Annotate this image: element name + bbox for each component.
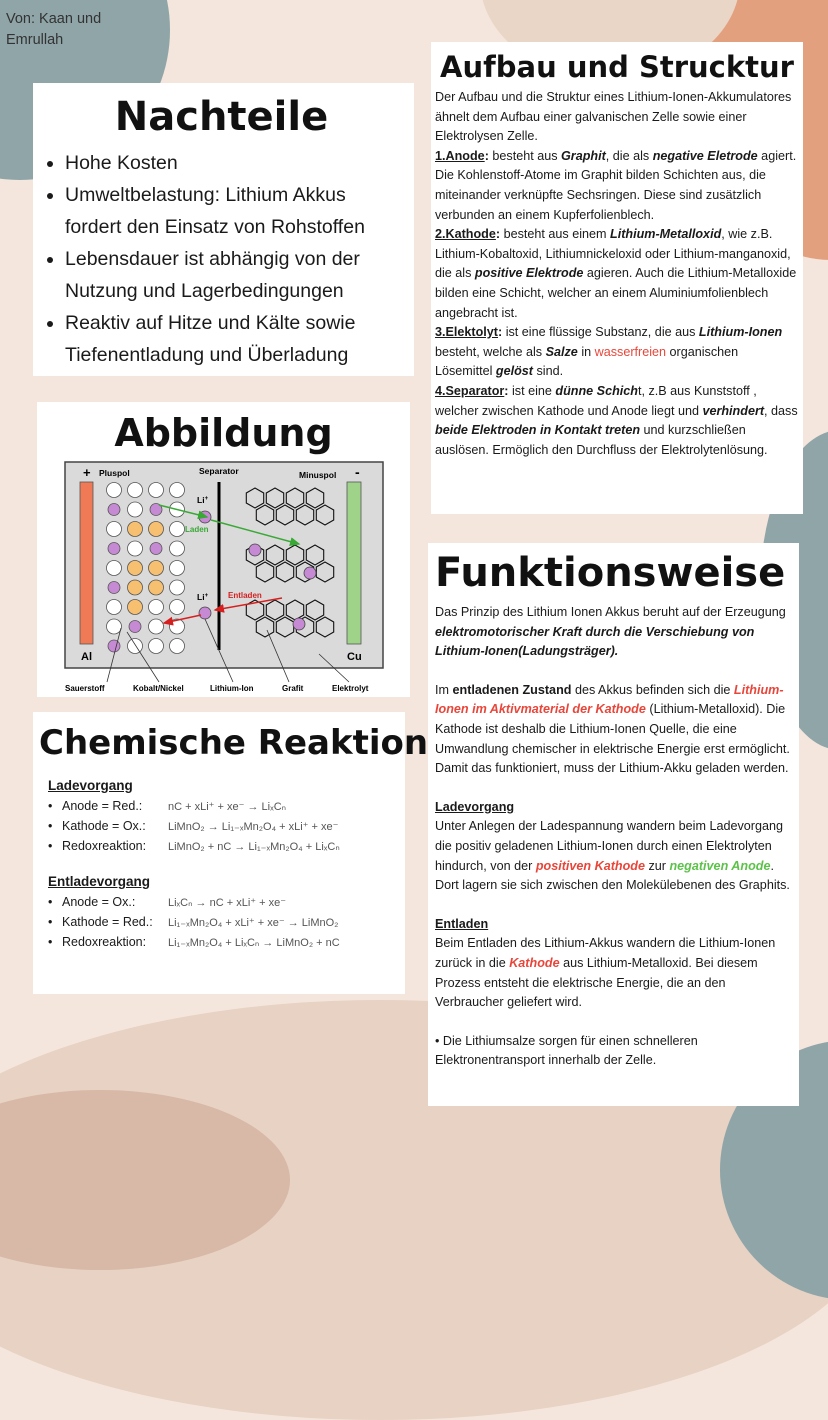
lithium-ion	[199, 607, 211, 619]
cathode-atom	[108, 543, 120, 555]
elektrolyt-label: 3.Elektolyt	[435, 325, 498, 340]
highlight-green: negativen Anode	[669, 858, 771, 873]
intercalated-lithium-ion	[249, 544, 261, 556]
intercalated-lithium-ion	[293, 618, 305, 630]
separator-label: Separator	[199, 466, 239, 476]
text-span: sind.	[533, 364, 564, 379]
equation-row: • Anode = Red.: nC + xLi⁺ + xe⁻ → LiₓCₙ	[48, 799, 287, 813]
cathode-atom	[170, 483, 185, 498]
li-label: Li	[197, 592, 205, 602]
al-label: Al	[81, 651, 92, 663]
aufbau-title: Aufbau und Strucktur	[440, 50, 794, 84]
cathode-atom	[107, 561, 122, 576]
cathode-atom	[128, 561, 143, 576]
cathode-atom	[107, 483, 122, 498]
cathode-atom	[128, 502, 143, 517]
text-span: Beim Entladen des Lithium-Akkus wandern die Lithium-Ionen zurück in die	[435, 936, 776, 970]
cathode-atom	[107, 522, 122, 537]
cathode-atom	[128, 639, 143, 654]
cathode-atom	[170, 522, 185, 537]
plus-sign: +	[83, 465, 91, 480]
equation-row: • Redoxreaktion: Li₁₋ₓMn₂O₄ + LiₓCₙ → LiMnO₂ + nC	[48, 935, 340, 949]
legend-label: Lithium-Ion	[210, 684, 254, 693]
abbildung-title: Abbildung	[114, 411, 333, 455]
nachteile-item: • Hohe Kosten	[65, 147, 404, 179]
emphasis: entladenen Zustand	[452, 682, 572, 697]
emphasis: positive Elektrode	[474, 266, 584, 281]
entladevorgang-equations	[48, 892, 397, 952]
equation-row: • Kathode = Ox.: LiMnO₂ → Li₁₋ₓMn₂O₄ + xLi⁺ + xe⁻	[48, 819, 339, 833]
text-span: ist eine flüssige Substanz, die aus	[502, 325, 699, 340]
kathode-label: 2.Kathode	[435, 227, 496, 242]
legend-label: Grafit	[282, 684, 304, 693]
ladevorgang-subheading: Ladevorgang	[435, 799, 515, 814]
emphasis: Graphit	[561, 148, 606, 163]
author-line-2: Emrullah	[6, 32, 64, 48]
cathode-atom	[170, 600, 185, 615]
nachteile-list	[39, 147, 404, 371]
cathode-atom	[128, 600, 143, 615]
highlight-red: Kathode	[509, 955, 560, 970]
cathode-atom	[149, 600, 164, 615]
author-line-1: Von: Kaan und	[6, 11, 102, 27]
text-span: ist eine	[508, 383, 556, 398]
cathode-atom	[170, 541, 185, 556]
intercalated-lithium-ion	[304, 567, 316, 579]
cathode-atom	[128, 522, 143, 537]
equation: Li₁₋ₓMn₂O₄ + xLi⁺ + xe⁻ → LiMnO₂	[168, 916, 339, 929]
minuspol-label: Minuspol	[299, 470, 337, 480]
equation-label: Anode = Red.:	[62, 799, 143, 813]
entladen-label: Entladen	[228, 591, 262, 600]
equation-row: • Redoxreaktion: LiMnO₂ + nC → Li₁₋ₓMn₂O₄ + LiₓCₙ	[48, 839, 340, 853]
entladen-subheading: Entladen	[435, 916, 489, 931]
funktionsweise-title: Funktionsweise	[435, 550, 786, 596]
text-span: zur	[644, 858, 670, 873]
text-span: Im	[435, 682, 453, 697]
cathode-atom	[128, 541, 143, 556]
emphasis: dünne Schich	[555, 383, 638, 398]
emphasis: negative Eletrode	[652, 148, 758, 163]
entladevorgang-heading: Entladevorgang	[48, 874, 151, 889]
text-span: des Akkus befinden sich die	[571, 682, 734, 697]
text-span: besteht, welche als	[435, 344, 546, 359]
nachteile-item: • Lebensdauer ist abhängig von der Nutzung und Lagerbedingungen	[65, 243, 404, 307]
minus-sign: -	[355, 464, 360, 480]
highlight-red: wasserfreien	[594, 344, 667, 359]
text-span: und kurzschließen auslösen. Ermöglich den Durchfluss der Elektrolytenlösung.	[435, 423, 768, 457]
cathode-atom	[108, 640, 120, 652]
text-span: , die als	[605, 148, 653, 163]
nachteile-item: • Umweltbelastung: Lithium Akkus fordert den Einsatz von Rohstoffen	[65, 179, 404, 243]
anode-label: 1.Anode	[435, 148, 485, 163]
aufbau-anode: 1.Anode: besteht aus Graphit, die als negative Eletrode agiert. Die Kohlenstoff-Atome im Graphit bilden Schichten aus, die miteinander verknüpfte Sechsringen. Diese sind zusätzlich verbunden an einem Kupferfolienblech.	[435, 148, 797, 222]
highlight-red: Lithium-Ionen im Aktivmaterial der Kathode	[435, 682, 784, 717]
pluspol-label: Pluspol	[99, 468, 130, 478]
cathode-atom	[149, 522, 164, 537]
aufbau-separator: 4.Separator: ist eine dünne Schicht, z.B aus Kunststoff , welcher zwischen Kathode und Anode liegt und verhindert, dass beide Elektroden in Kontakt treten und kurzschließen auslösen. Ermöglich den Durchfluss der Elektrolytenlösung.	[435, 383, 798, 457]
cathode-atom	[128, 483, 143, 498]
cathode-atom	[128, 580, 143, 595]
aufbau-elektrolyt: 3.Elektolyt: ist eine flüssige Substanz, die aus Lithium-Ionen besteht, welche als Salze in wasserfreien organischen Lösemittel gelöst sind.	[435, 325, 783, 379]
text-span: . Dort lagern sie sich zwischen den Molekülebenen des Graphits.	[435, 858, 790, 893]
text-span: , wie z.B. Lithium-Kobaltoxid, Lithiumnickeloxid oder Lithium-manganoxid, die als	[435, 227, 791, 281]
cathode-atom	[170, 561, 185, 576]
cathode-atom	[149, 561, 164, 576]
copper-collector	[347, 482, 361, 644]
emphasis: elektromotorischer Kraft durch die Verschiebung von Lithium-Ionen(Ladungsträger).	[435, 624, 755, 659]
emphasis: Lithium-Metalloxid	[610, 227, 722, 242]
cathode-atom	[149, 483, 164, 498]
li-sup: +	[204, 593, 209, 599]
cathode-atom	[149, 639, 164, 654]
li-label: Li	[197, 495, 205, 505]
entladen-text	[435, 934, 796, 1012]
cathode-atom	[150, 543, 162, 555]
chemische-reaktion-panel	[33, 712, 429, 994]
ladevorgang-heading: Ladevorgang	[48, 778, 133, 793]
cathode-atom	[107, 600, 122, 615]
text-span: t, z.B aus Kunststoff , welcher zwischen Kathode und Anode liegt und	[435, 383, 757, 418]
cathode-atom	[149, 580, 164, 595]
separator-label: 4.Separator	[435, 383, 505, 398]
emphasis: Salze	[545, 344, 578, 359]
equation: LiMnO₂ + nC → Li₁₋ₓMn₂O₄ + LiₓCₙ	[168, 840, 340, 853]
cathode-atom	[108, 504, 120, 516]
author	[6, 9, 101, 51]
text-span: agieren. Auch die Lithium-Metalloxide bilden eine Schicht, welcher an einem Aluminiumfolienblech angebracht ist.	[435, 266, 797, 320]
text-span: besteht aus	[488, 148, 562, 163]
equation-label: Kathode = Ox.:	[62, 819, 146, 833]
li-sup: +	[204, 496, 209, 502]
equation: LiₓCₙ → nC + xLi⁺ + xe⁻	[168, 896, 287, 909]
aufbau-panel	[431, 42, 803, 514]
text-span: aus Lithium-Metalloxid. Bei diesem Prozess entsteht die elektrische Energie, die an den Verbraucher geliefert wird.	[435, 955, 758, 1010]
cathode-atom	[108, 582, 120, 594]
emphasis: Lithium-Ionen	[698, 325, 783, 340]
equation-row: • Anode = Ox.: LiₓCₙ → nC + xLi⁺ + xe⁻	[48, 895, 287, 909]
highlight-red: positiven Kathode	[535, 858, 645, 873]
ladevorgang-text	[435, 817, 796, 895]
battery-diagram	[37, 460, 410, 695]
text-span: agiert. Die Kohlenstoff-Atome im Graphit bilden Schichten aus, die miteinander verknüpfte Sechsringen. Diese sind zusätzlich verbunden an einem Kupferfolienblech.	[435, 148, 797, 222]
funktionsweise-intro	[435, 603, 796, 662]
equation-label: Anode = Ox.:	[62, 895, 136, 909]
nachteile-title: Nachteile	[114, 94, 329, 140]
cathode-atom	[149, 619, 164, 634]
abbildung-panel	[37, 402, 410, 697]
cu-label: Cu	[347, 651, 362, 663]
text-span: Das Prinzip des Lithium Ionen Akkus beruht auf der Erzeugung	[435, 605, 786, 619]
aluminium-collector	[80, 482, 93, 644]
legend-label: Sauerstoff	[65, 684, 105, 693]
cathode-atom	[170, 639, 185, 654]
laden-label: Laden	[185, 525, 209, 534]
text-span: besteht aus einem	[500, 227, 611, 242]
text-span: (Lithium-Metalloxid). Die Kathode ist deshalb die Lithium-Ionen Quelle, die eine Umwandlung chemischer in elektrische Energie erst ermöglicht. Damit das funktioniert, muss der Lithium-Akku geladen werden.	[435, 702, 790, 776]
funktionsweise-panel	[428, 543, 799, 1106]
funktionsweise-zustand	[435, 681, 796, 779]
text-span: organischen Lösemittel	[435, 344, 739, 379]
cathode-atom	[129, 621, 141, 633]
text-span: in	[577, 344, 595, 359]
legend-label: Elektrolyt	[332, 684, 369, 693]
equation-row: • Kathode = Red.: Li₁₋ₓMn₂O₄ + xLi⁺ + xe⁻ → LiMnO₂	[48, 915, 339, 929]
equation: LiMnO₂ → Li₁₋ₓMn₂O₄ + xLi⁺ + xe⁻	[168, 820, 339, 833]
equation-label: Redoxreaktion:	[62, 935, 147, 949]
cathode-atom	[170, 580, 185, 595]
equation: Li₁₋ₓMn₂O₄ + LiₓCₙ → LiMnO₂ + nC	[168, 936, 340, 949]
aufbau-kathode: 2.Kathode: besteht aus einem Lithium-Metalloxid, wie z.B. Lithium-Kobaltoxid, Lithiumnickeloxid oder Lithium-manganoxid, die als positive Elektrode agieren. Auch die Lithium-Metalloxide bilden eine Schicht, welcher an einem Aluminiumfolienblech angebracht ist.	[435, 227, 797, 320]
equation: nC + xLi⁺ + xe⁻ → LiₓCₙ	[168, 800, 287, 813]
chemische-reaktion-title: Chemische Reaktion	[39, 723, 429, 763]
equation-label: Kathode = Red.:	[62, 915, 153, 929]
ladevorgang-equations	[48, 796, 397, 856]
text-span: , dass	[764, 403, 798, 418]
emphasis: verhindert	[702, 403, 765, 418]
aufbau-intro: Der Aufbau und die Struktur eines Lithium-Ionen-Akkumulatores ähnelt dem Aufbau einer galvanischen Zelle sowie einer Elektrolysen Zelle.	[435, 90, 792, 144]
emphasis: gelöst	[495, 364, 533, 379]
legend-label: Kobalt/Nickel	[133, 684, 184, 693]
nachteile-panel	[33, 83, 414, 376]
nachteile-item: • Reaktiv auf Hitze und Kälte sowie Tiefenentladung und Überladung	[65, 307, 404, 371]
text-span: Unter Anlegen der Ladespannung wandern beim Ladevorgang die positiv geladenen Lithium-Ionen durch einen Elektrolyten hindurch, von der	[435, 819, 783, 873]
cathode-atom	[107, 619, 122, 634]
funktionsweise-note: • Die Lithiumsalze sorgen für einen schnelleren Elektronentransport innerhalb der Zelle.	[435, 1033, 698, 1068]
emphasis: beide Elektroden in Kontakt treten	[435, 423, 641, 438]
equation-label: Redoxreaktion:	[62, 839, 147, 853]
